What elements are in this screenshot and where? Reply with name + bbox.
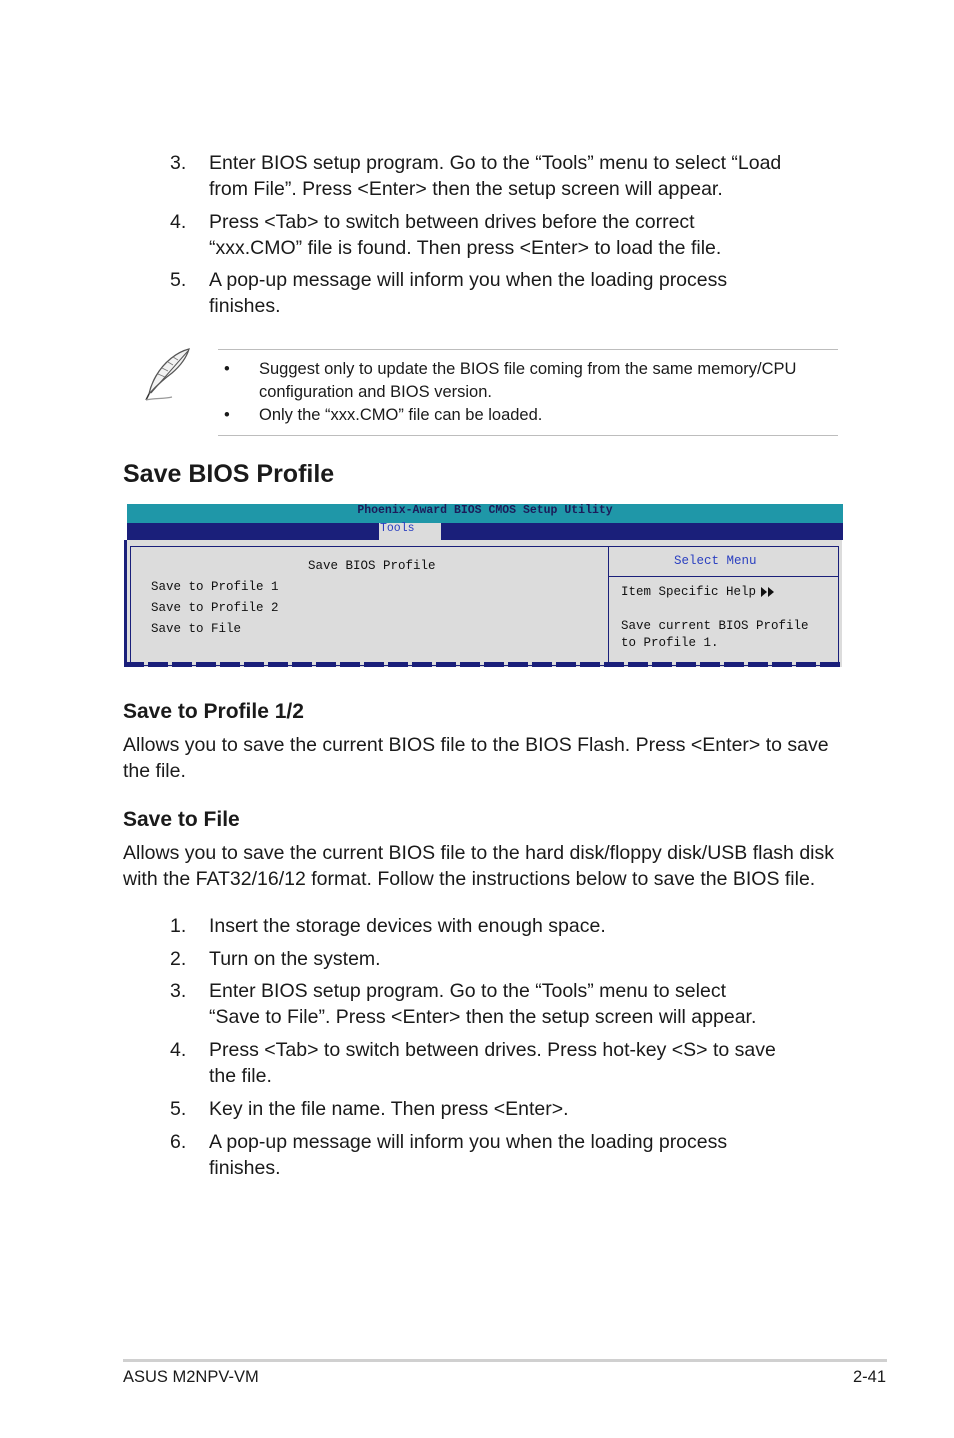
- bios-title: Phoenix-Award BIOS CMOS Setup Utility: [357, 504, 613, 517]
- step-number: 3.: [170, 152, 187, 174]
- help-text: to Profile 1.: [621, 636, 719, 650]
- bullet: •: [224, 360, 230, 378]
- bios-menu-item[interactable]: Save to File: [151, 622, 242, 636]
- step-number: 4.: [170, 1039, 187, 1061]
- subsection-text: Allows you to save the current BIOS file to the BIOS Flash. Press <Enter> to save the file.: [123, 734, 829, 782]
- select-menu-header: Select Menu: [674, 554, 757, 568]
- step-text: Insert the storage devices with enough space.: [209, 915, 606, 937]
- step-number: 3.: [170, 980, 187, 1002]
- tab-tools-label: Tools: [380, 522, 415, 535]
- footer-page-number: 2-41: [853, 1368, 887, 1386]
- step-number: 1.: [170, 915, 187, 937]
- feather-pen-icon: [142, 346, 196, 402]
- step-text: Turn on the system.: [209, 948, 381, 970]
- note-text: Only the “xxx.CMO” file can be loaded.: [259, 406, 543, 424]
- note-bottom-rule: [218, 435, 838, 436]
- footer-rule: [123, 1359, 887, 1362]
- bullet: •: [224, 406, 230, 424]
- step-text: Enter BIOS setup program. Go to the “Tools” menu to select “Load from File”. Press <Enter> then the setup screen will appear.: [209, 152, 782, 200]
- step-text: A pop-up message will inform you when the loading process finishes.: [209, 1131, 728, 1179]
- help-text: Save current BIOS Profile: [621, 619, 809, 633]
- bios-menu-bar: [127, 523, 843, 540]
- step-number: 6.: [170, 1131, 187, 1153]
- section-title: Save BIOS Profile: [123, 460, 335, 488]
- item-help-label: Item Specific Help: [621, 585, 757, 599]
- note-text: Suggest only to update the BIOS file coming from the same memory/CPU configuration and BIOS version.: [259, 360, 797, 401]
- step-number: 2.: [170, 948, 187, 970]
- subsection-title: Save to Profile 1/2: [123, 700, 304, 723]
- bios-title-bar: [127, 504, 843, 523]
- step-text: Press <Tab> to switch between drives before the correct “xxx.CMO” file is found. Then press <Enter> to load the file.: [209, 211, 722, 259]
- step-text: A pop-up message will inform you when the loading process finishes.: [209, 269, 728, 317]
- subsection-title: Save to File: [123, 808, 240, 831]
- bios-menu-item[interactable]: Save to Profile 1: [151, 580, 279, 594]
- bios-panel-title: Save BIOS Profile: [308, 559, 436, 573]
- tab-tools[interactable]: [379, 523, 441, 540]
- double-arrow-icon: [760, 585, 776, 599]
- subsection-text: Allows you to save the current BIOS file to the hard disk/floppy disk/USB flash disk with the FAT32/16/12 format. Follow the instructions below to save the BIOS file.: [123, 842, 834, 890]
- bios-menu-item[interactable]: Save to Profile 2: [151, 601, 279, 615]
- right-panel-divider: [609, 576, 838, 577]
- step-number: 5.: [170, 1098, 187, 1120]
- step-text: Enter BIOS setup program. Go to the “Tools” menu to select “Save to File”. Press <Enter> then the setup screen will appear.: [209, 980, 757, 1028]
- step-number: 4.: [170, 211, 187, 233]
- footer-model: ASUS M2NPV-VM: [123, 1368, 259, 1386]
- step-text: Key in the file name. Then press <Enter>.: [209, 1098, 569, 1120]
- step-text: Press <Tab> to switch between drives. Press hot-key <S> to save the file.: [209, 1039, 776, 1087]
- note-top-rule: [218, 349, 838, 350]
- step-number: 5.: [170, 269, 187, 291]
